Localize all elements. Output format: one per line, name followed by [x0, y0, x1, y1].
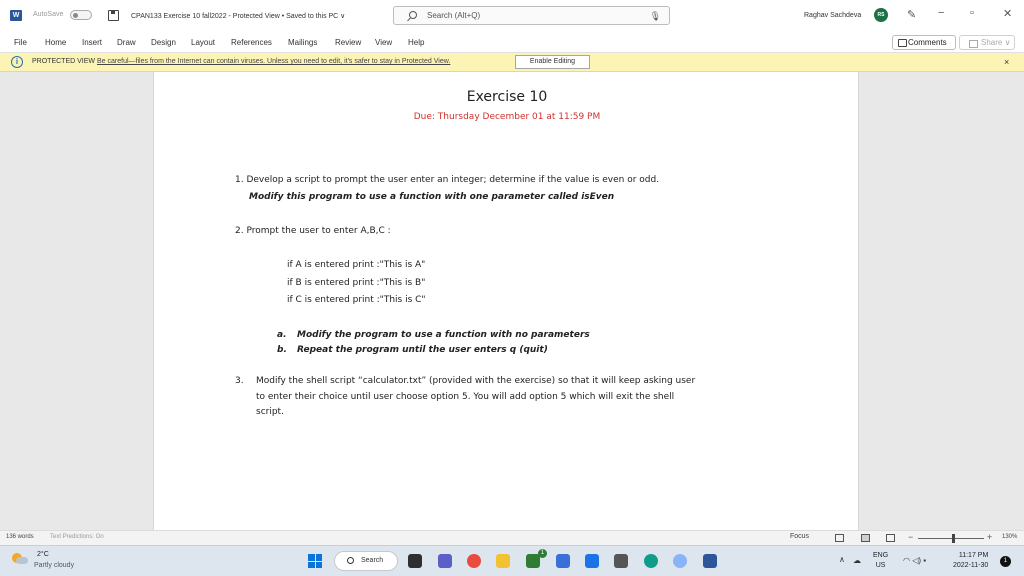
app-icon-blue[interactable] [556, 554, 570, 568]
tab-review[interactable]: Review [335, 38, 362, 47]
tab-layout[interactable]: Layout [191, 38, 216, 47]
q2-line-c: if C is entered print :"This is C" [287, 295, 426, 305]
start-icon[interactable] [308, 554, 322, 568]
focus-button[interactable]: Focus [790, 533, 810, 540]
document-page [153, 72, 859, 530]
word-taskbar-icon[interactable] [703, 554, 717, 568]
tab-file[interactable]: File [14, 38, 27, 47]
document-canvas [0, 72, 1024, 530]
text-predictions[interactable]: Text Predictions: On [50, 534, 104, 540]
protected-view-bar [0, 53, 1024, 72]
close-button[interactable]: ✕ [1003, 8, 1013, 20]
file-explorer-icon[interactable] [496, 554, 510, 568]
notification-icon[interactable]: 1 [1000, 556, 1011, 567]
title-bar [0, 0, 1024, 31]
taskbar-search[interactable] [334, 551, 398, 571]
chrome-icon[interactable] [467, 554, 481, 568]
close-icon[interactable]: × [1004, 57, 1010, 67]
print-layout-icon[interactable] [861, 534, 870, 542]
question-1: 1. Develop a script to prompt the user enter an integer; determine if the value is even or odd. [235, 175, 660, 185]
search-input[interactable] [393, 6, 670, 25]
autosave-label: AutoSave [33, 11, 64, 18]
onedrive-icon[interactable]: ☁ [853, 556, 861, 565]
language-indicator[interactable] [873, 551, 888, 571]
user-name[interactable]: Raghav Sachdeva [804, 12, 862, 19]
save-icon[interactable] [108, 10, 119, 21]
question-3-line-2: to enter their choice until user choose option 5. You will add option 5 which will exit the shell [256, 392, 675, 402]
system-clock[interactable] [953, 551, 988, 571]
protected-view-message[interactable]: Be careful—files from the Internet can contain viruses. Unless you need to edit, it's safer to stay in Protected View. [97, 58, 451, 65]
search-icon [347, 557, 354, 564]
taskbar-search-label: Search [361, 557, 384, 564]
due-date: Due: Thursday December 01 at 11:59 PM [413, 112, 601, 122]
autosave-toggle[interactable] [70, 10, 92, 20]
task-view-icon[interactable] [408, 554, 422, 568]
zoom-out-icon[interactable]: − [908, 532, 914, 542]
tab-help[interactable]: Help [408, 38, 425, 47]
question-3-line-3: script. [256, 407, 284, 417]
q2-line-a: if A is entered print :"This is A" [287, 260, 426, 270]
status-bar [0, 530, 1024, 545]
comments-button[interactable]: Comments [892, 35, 956, 50]
calculator-icon[interactable] [585, 554, 599, 568]
chevron-up-icon[interactable]: ∧ [839, 555, 845, 564]
info-icon: i [11, 56, 23, 68]
app-icon-round[interactable] [673, 554, 687, 568]
word-app-icon: W [10, 10, 22, 21]
question-2: 2. Prompt the user to enter A,B,C : [235, 226, 391, 236]
weather-condition[interactable]: Partly cloudy [34, 562, 75, 569]
network-app-icon[interactable] [614, 554, 628, 568]
protected-view-label: PROTECTED VIEW [32, 58, 96, 65]
language-code: ENG [873, 552, 889, 559]
word-count[interactable]: 136 words [6, 534, 34, 540]
wifi-volume-icons[interactable]: ◠ ◁) ▪ [903, 556, 927, 565]
designer-pen-icon[interactable]: ✎ [907, 9, 917, 21]
tab-home[interactable]: Home [45, 38, 67, 47]
ribbon-tabs [0, 31, 1024, 53]
tab-draw[interactable]: Draw [117, 38, 136, 47]
zoom-slider[interactable] [918, 538, 984, 539]
microphone-icon[interactable]: 🎙 [649, 11, 661, 21]
document-title[interactable]: CPAN133 Exercise 10 fall2022 - Protected View • Saved to this PC ∨ [131, 13, 346, 20]
enable-editing-button[interactable]: Enable Editing [515, 55, 590, 69]
tab-insert[interactable]: Insert [82, 38, 103, 47]
web-layout-icon[interactable] [886, 534, 895, 542]
notification-badge: 1 [538, 549, 547, 558]
q2-sub-a: Modify the program to use a function with no parameters [297, 330, 590, 340]
region-code: US [875, 562, 886, 569]
clock-time: 11:17 PM [958, 552, 989, 559]
clock-date: 2022-11-30 [953, 562, 989, 569]
tab-view[interactable]: View [375, 38, 393, 47]
weather-icon[interactable] [12, 553, 28, 565]
tab-references[interactable]: References [231, 38, 272, 47]
avatar[interactable]: RS [874, 8, 888, 22]
zoom-in-icon[interactable]: + [987, 532, 993, 542]
question-3-marker: 3. [235, 376, 244, 386]
page-title: Exercise 10 [466, 89, 548, 105]
minimize-button[interactable]: − [938, 7, 945, 19]
q2-sub-b-marker: b. [277, 345, 287, 355]
read-mode-icon[interactable] [835, 534, 844, 542]
tab-mailings[interactable]: Mailings [288, 38, 318, 47]
restore-button[interactable]: ▫ [970, 7, 974, 19]
temperature[interactable]: 2°C [37, 551, 49, 558]
q2-sub-b: Repeat the program until the user enters q (quit) [297, 345, 548, 355]
question-3-line-1: Modify the shell script “calculator.txt” (provided with the exercise) so that it will keep asking user [256, 376, 696, 386]
search-icon [409, 11, 417, 19]
share-button[interactable]: Share ∨ [959, 35, 1015, 50]
zoom-level[interactable]: 130% [1002, 534, 1018, 540]
search-placeholder: Search (Alt+Q) [427, 11, 481, 20]
taskbar [0, 545, 1024, 576]
edge-icon[interactable] [644, 554, 658, 568]
question-1-modify: Modify this program to use a function with one parameter called isEven [249, 192, 615, 202]
q2-line-b: if B is entered print :"This is B" [287, 278, 426, 288]
zoom-slider-handle[interactable] [952, 534, 955, 543]
teams-chat-icon[interactable] [438, 554, 452, 568]
q2-sub-a-marker: a. [277, 330, 287, 340]
tab-design[interactable]: Design [151, 38, 176, 47]
